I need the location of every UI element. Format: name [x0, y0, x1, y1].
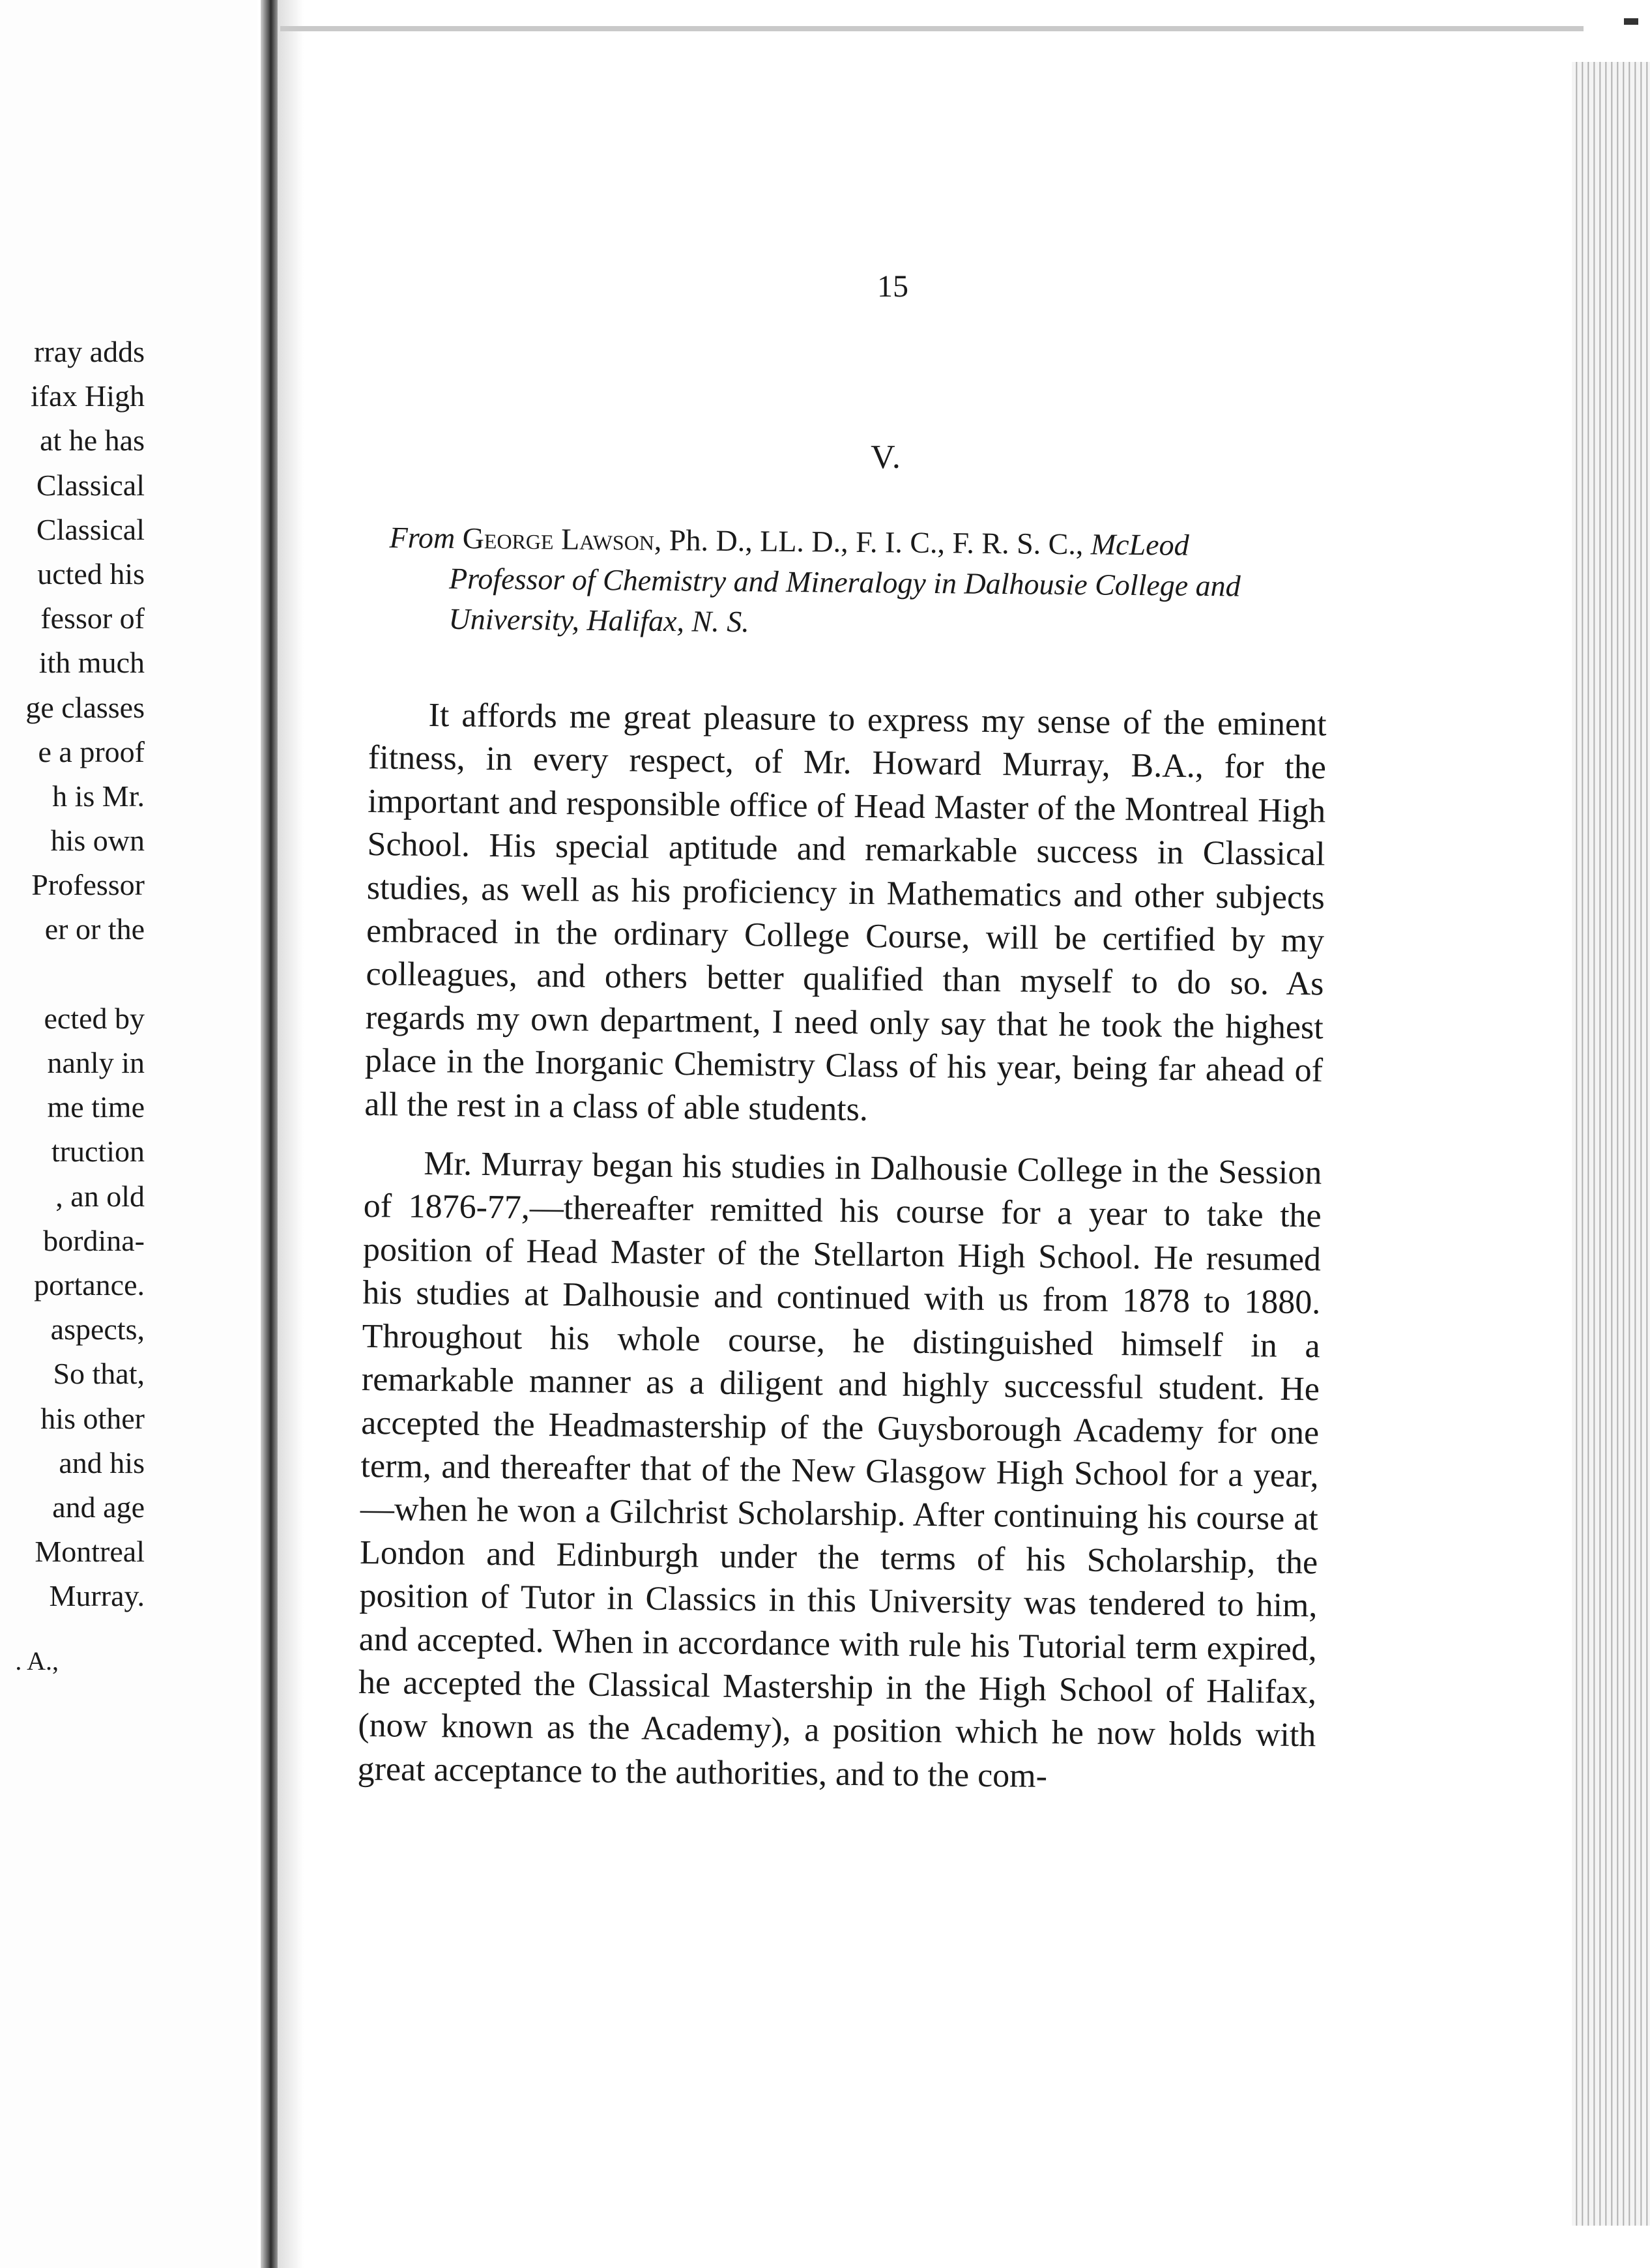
previous-page-text	[0, 330, 145, 1618]
author-title-line-2: Professor of Chemistry and Mineralogy in Dalhousie College and	[448, 561, 1241, 603]
author-title-line-3: University, Halifax, N. S.	[448, 602, 749, 639]
previous-page-line: Murray.	[49, 1579, 145, 1613]
previous-page-line: h is Mr.	[52, 779, 145, 813]
page-stack-edge	[1572, 62, 1650, 2226]
previous-page-line: ected by	[44, 1001, 145, 1035]
previous-page-line: truction	[51, 1135, 145, 1169]
previous-page-line: his other	[40, 1401, 145, 1435]
author-name: George Lawson,	[462, 521, 662, 557]
previous-page-line	[0, 952, 145, 996]
previous-page-line: Classical	[36, 512, 145, 546]
previous-page-line: his own	[50, 824, 145, 858]
previous-page-line: and his	[59, 1446, 145, 1479]
previous-page-line: at he has	[40, 424, 145, 458]
previous-page-line: ith much	[38, 646, 145, 680]
section-heading: V.	[871, 439, 902, 476]
paragraph: Mr. Murray began his studies in Dalhousie College in the Session of 1876-77,—thereafter remitted his course for a year to take the position of Head Master of the Stellarton High School. He resumed his studies at Dalhousie and continued with us from 1878 to 1880. Throughout his whole course, he distinguished himself in a remarkable manner as a diligent and highly successful student. He accepted the Headmastership of the Guysborough Academy for one term, and thereafter that of the New Glasgow High School for a year,—when he won a Gilchrist Scholarship. After continuing his course at London and Edinburgh under the terms of his Scholarship, the position of Tutor in Classics in this University was tendered to him, and accepted. When in accordance with rule his Tutorial term expired, he accepted the Classical Mastership in the High School of Halifax, (now known as the Academy), a position which he now holds with great acceptance to the authorities, and to the com-	[357, 1144, 1322, 1795]
paragraph: It affords me great pleasure to express my sense of the eminent fitness, in every respect, of Mr. Howard Murray, B.A., for the important and responsible office of Head Master of the Montreal High School. His special aptitude and remarkable success in Classical studies, as well as his proficiency in Mathematics and other subjects embraced in the ordinary College Course, will be certified by my colleagues, and others better qualified than myself to do so. As regards my own department, I need only say that he took the highest place in the Inorganic Chemistry Class of his year, being far ahead of all the rest in a class of able students.	[364, 696, 1327, 1128]
previous-page-line: rray adds	[34, 335, 145, 368]
previous-page-line: Classical	[36, 468, 145, 502]
previous-page-line: , an old	[55, 1179, 145, 1213]
scan-corner-mark	[1624, 18, 1638, 25]
attribution-from: From	[389, 520, 456, 555]
book-page	[306, 31, 1570, 2247]
previous-page-edge	[0, 0, 257, 2268]
previous-page-line: and age	[52, 1490, 145, 1524]
previous-page-line: Professor	[31, 868, 145, 902]
previous-page-line: Montreal	[35, 1535, 145, 1569]
page-top-edge	[280, 26, 1584, 31]
page-number: 15	[877, 269, 908, 304]
previous-page-line: bordina-	[43, 1223, 145, 1257]
previous-page-line: nanly in	[47, 1046, 145, 1079]
previous-page-line: fessor of	[40, 602, 145, 635]
previous-page-line: aspects,	[50, 1313, 145, 1346]
previous-page-line: me time	[47, 1090, 145, 1124]
previous-page-line: portance.	[34, 1268, 145, 1301]
previous-page-line: ucted his	[37, 557, 145, 590]
book-spine	[261, 0, 278, 2268]
previous-page-line: So that,	[53, 1357, 145, 1391]
author-title-start: McLeod	[1090, 527, 1189, 562]
previous-page-line: ifax High	[30, 379, 145, 413]
previous-page-signature-fragment: . A.,	[15, 1646, 59, 1676]
letter-body	[357, 693, 1327, 1816]
gutter-shadow	[278, 0, 304, 2268]
previous-page-line: e a proof	[38, 734, 145, 768]
letter-attribution	[388, 517, 1380, 648]
previous-page-line: ge classes	[25, 690, 145, 724]
previous-page-line: er or the	[44, 912, 145, 946]
author-degrees: Ph. D., LL. D., F. I. C., F. R. S. C.,	[669, 523, 1084, 561]
